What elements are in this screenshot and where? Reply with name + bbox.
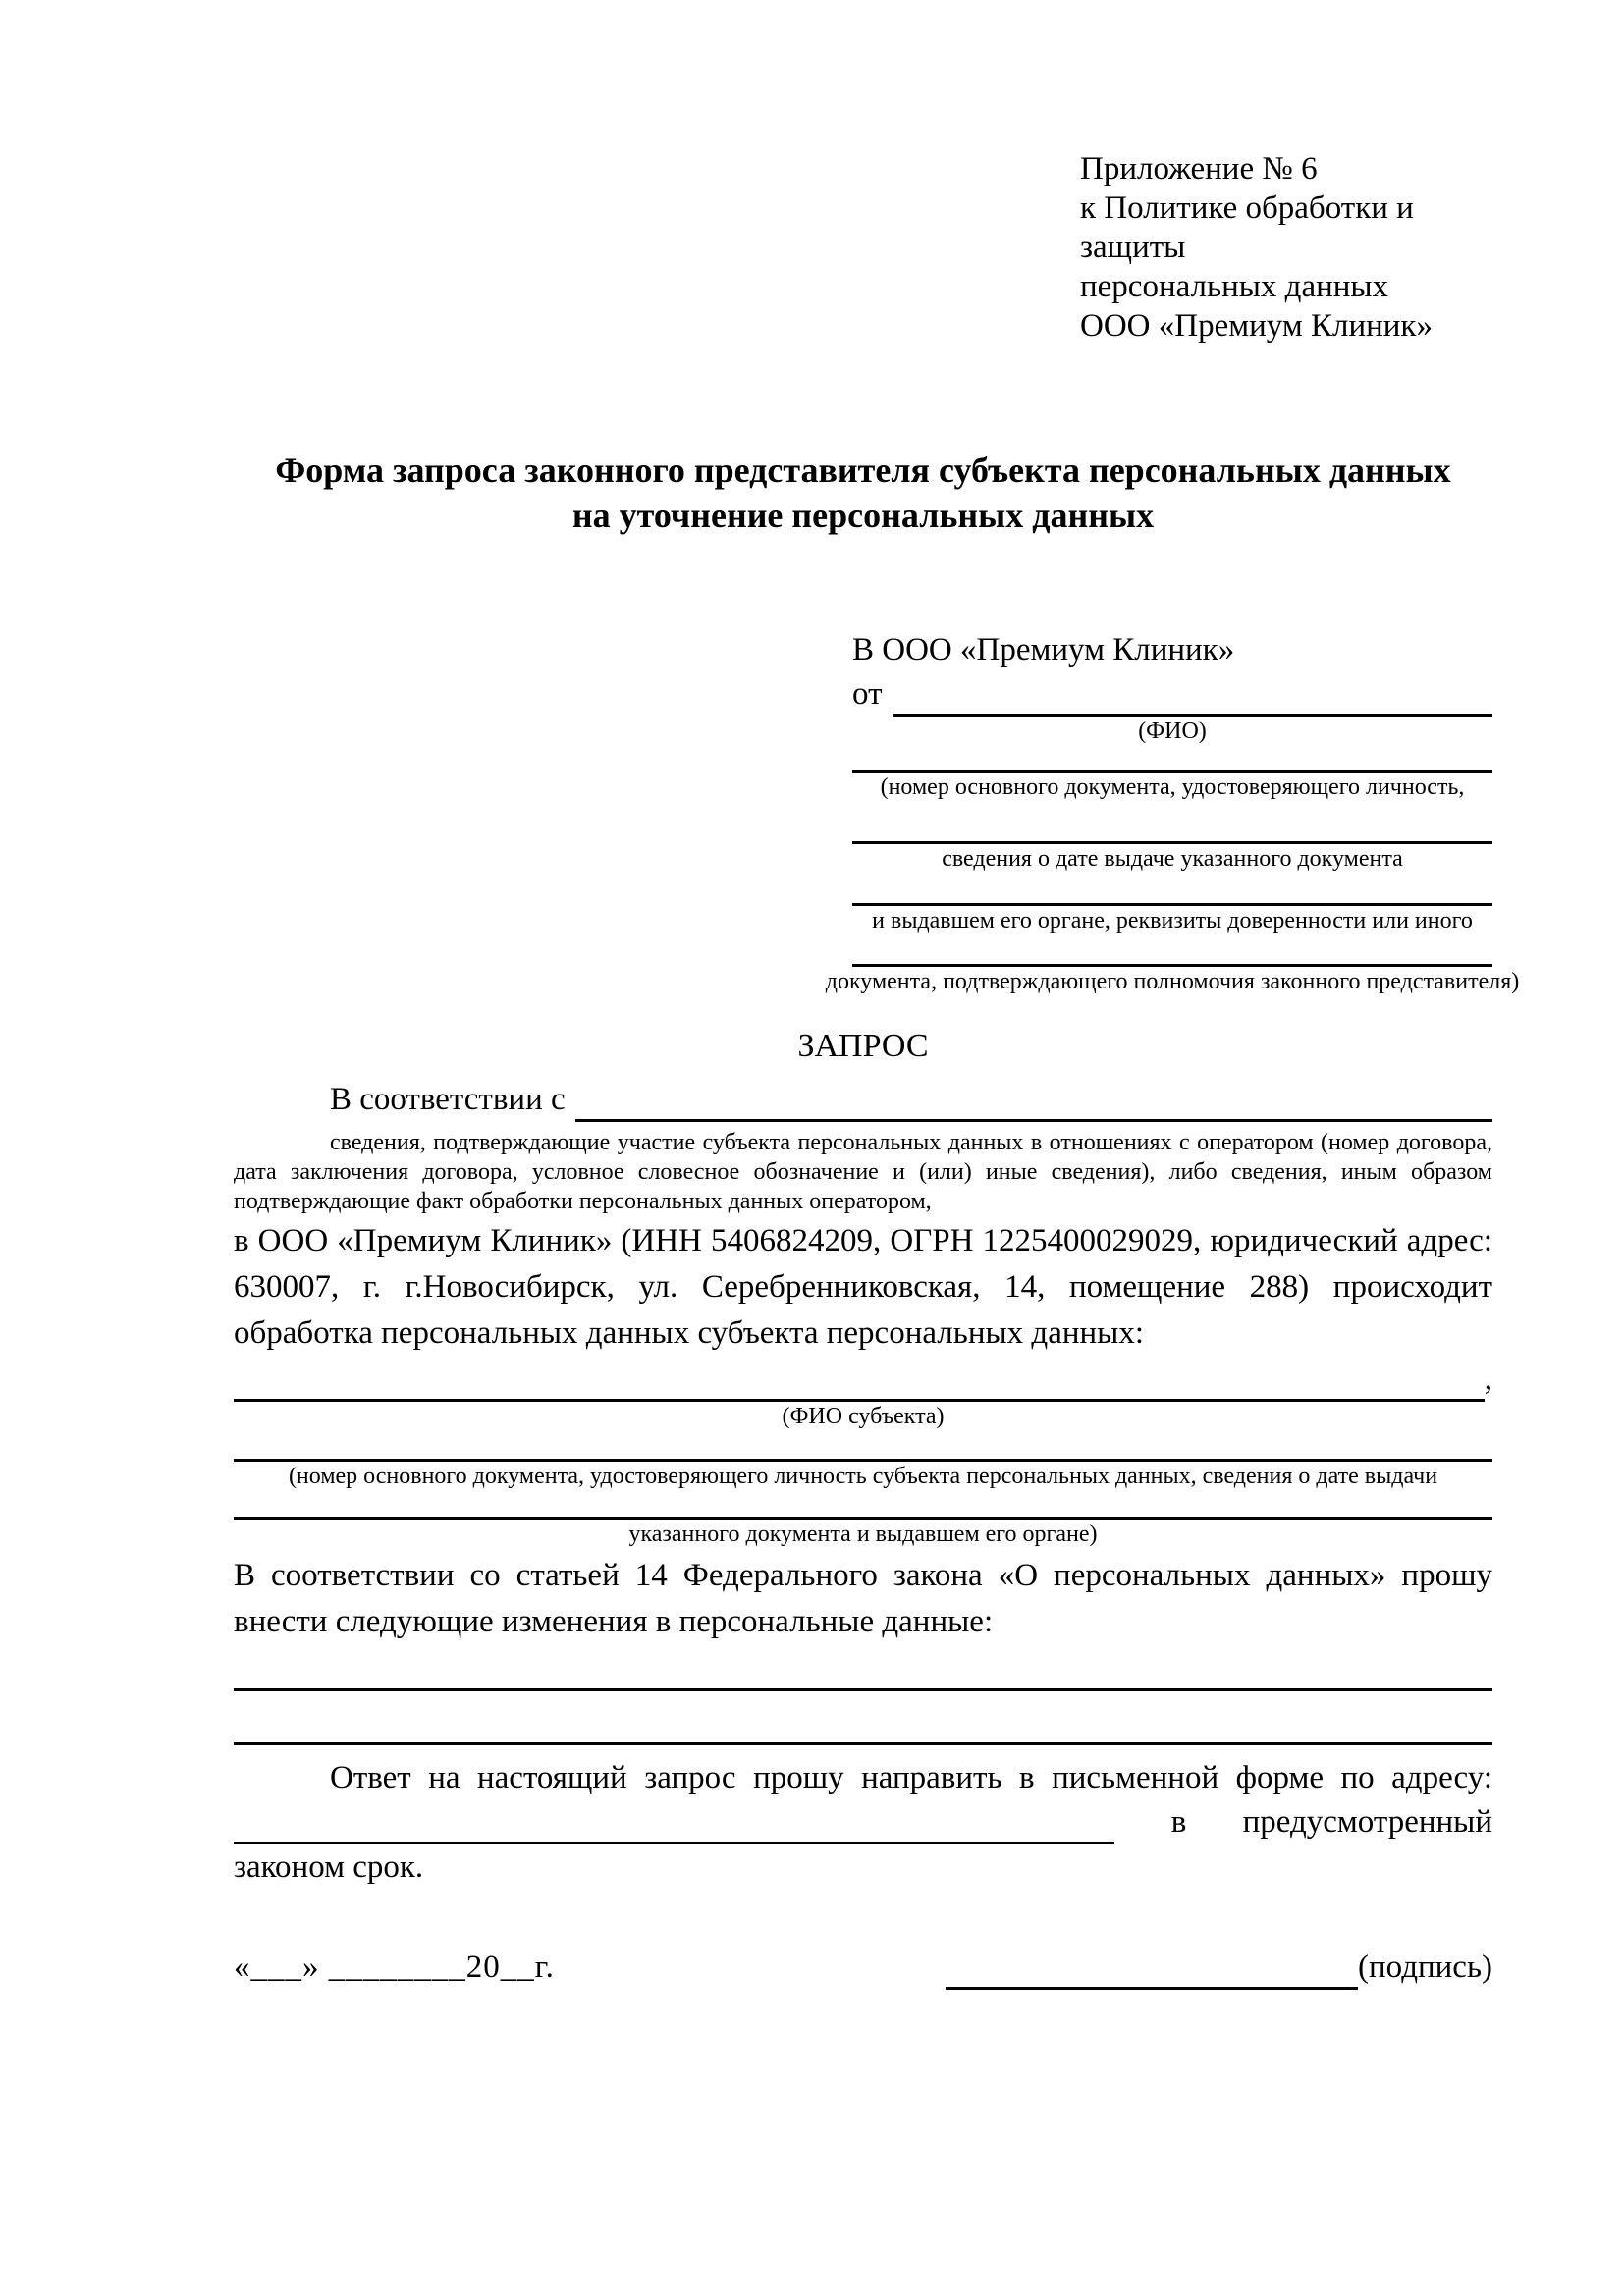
signature-cell xyxy=(946,1946,1492,1990)
answer-paragraph-line1: Ответ на настоящий запрос прошу направить в письменной форме по адресу: xyxy=(330,1760,1492,1795)
signature-blank-line xyxy=(946,1956,1358,1990)
date-blank: «___» ________20__г. xyxy=(234,1949,555,1985)
doc-caption-4: документа, подтверждающего полномочия законного представителя) xyxy=(825,969,1520,994)
document-title xyxy=(234,448,1492,538)
annex-note-line: Приложение № 6 xyxy=(1080,151,1318,187)
request-heading: ЗАПРОС xyxy=(797,1028,929,1064)
blank-line xyxy=(575,1089,1492,1122)
answer-word-predusmotrenny: предусмотренный xyxy=(1242,1804,1492,1841)
from-blank-line xyxy=(893,683,1493,717)
subject-doc-caption-top: (номер основного документа, удостоверяющего личность субъекта персональных данных, сведения о дате выдачи xyxy=(288,1464,1438,1489)
annex-note-line: персональных данных xyxy=(1080,269,1389,304)
trailing-comma: , xyxy=(1484,1362,1492,1398)
subject-fio-row xyxy=(234,1362,1492,1402)
blank-line xyxy=(234,1688,1492,1691)
document-title-line1: Форма запроса законного представителя субъекта персональных данных xyxy=(275,451,1451,490)
subject-section xyxy=(234,1362,1492,1549)
address-blank-line xyxy=(234,1811,1114,1844)
answer-paragraph-line2 xyxy=(234,1801,1492,1844)
intro-prefix: В соответствии с xyxy=(330,1082,566,1118)
law-paragraph: В соответствии со статьей 14 Федерального закона «О персональных данных» прошу внести следующие изменения в персональные данные: xyxy=(234,1558,1492,1639)
intro-row xyxy=(234,1079,1492,1122)
doc-caption-3: и выдавшем его органе, реквизиты доверенности или иного xyxy=(872,908,1473,934)
signature-caption: (подпись) xyxy=(1358,1949,1492,1985)
subject-doc-caption-bottom: указанного документа и выдавшем его органе) xyxy=(628,1522,1098,1547)
fio-caption: (ФИО) xyxy=(1138,719,1207,744)
from-row xyxy=(852,675,1492,717)
intro-note: сведения, подтверждающие участие субъекта персональных данных в отношениях с оператором (номер договора, дата заключения договора, условное словесное обозначение и (или) иные сведения), либо сведения, иным образом подтверждающие факт обработки персональных данных оператором, xyxy=(234,1130,1492,1214)
date-signature-row xyxy=(234,1946,1492,1990)
answer-paragraph-line3: законом срок. xyxy=(234,1849,424,1885)
answer-word-v: в xyxy=(1170,1804,1187,1841)
addressee-block xyxy=(825,630,1520,996)
document-title-line2: на уточнение персональных данных xyxy=(571,496,1155,535)
doc-caption-2: сведения о дате выдаче указанного документа xyxy=(942,846,1403,872)
blank-line xyxy=(234,1368,1485,1402)
annex-note-line: ООО «Премиум Клиник» xyxy=(1080,308,1433,344)
annex-note-line: к Политике обработки и защиты xyxy=(1080,190,1414,265)
operator-paragraph: в ООО «Премиум Клиник» (ИНН 5406824209, ОГРН 1225400029029, юридический адрес: 630007, г. г.Новосибирск, ул. Серебренниковская, 14, помещение 288) происходит обработка персональных данных субъекта персональных данных: xyxy=(234,1223,1492,1351)
from-label: от xyxy=(852,676,883,713)
addressee-to: В ООО «Премиум Клиник» xyxy=(852,632,1235,667)
doc-caption-1: (номер основного документа, удостоверяющего личность, xyxy=(880,774,1465,800)
annex-note xyxy=(1080,149,1492,346)
subject-fio-caption: (ФИО субъекта) xyxy=(782,1404,945,1429)
blank-line xyxy=(234,1742,1492,1745)
